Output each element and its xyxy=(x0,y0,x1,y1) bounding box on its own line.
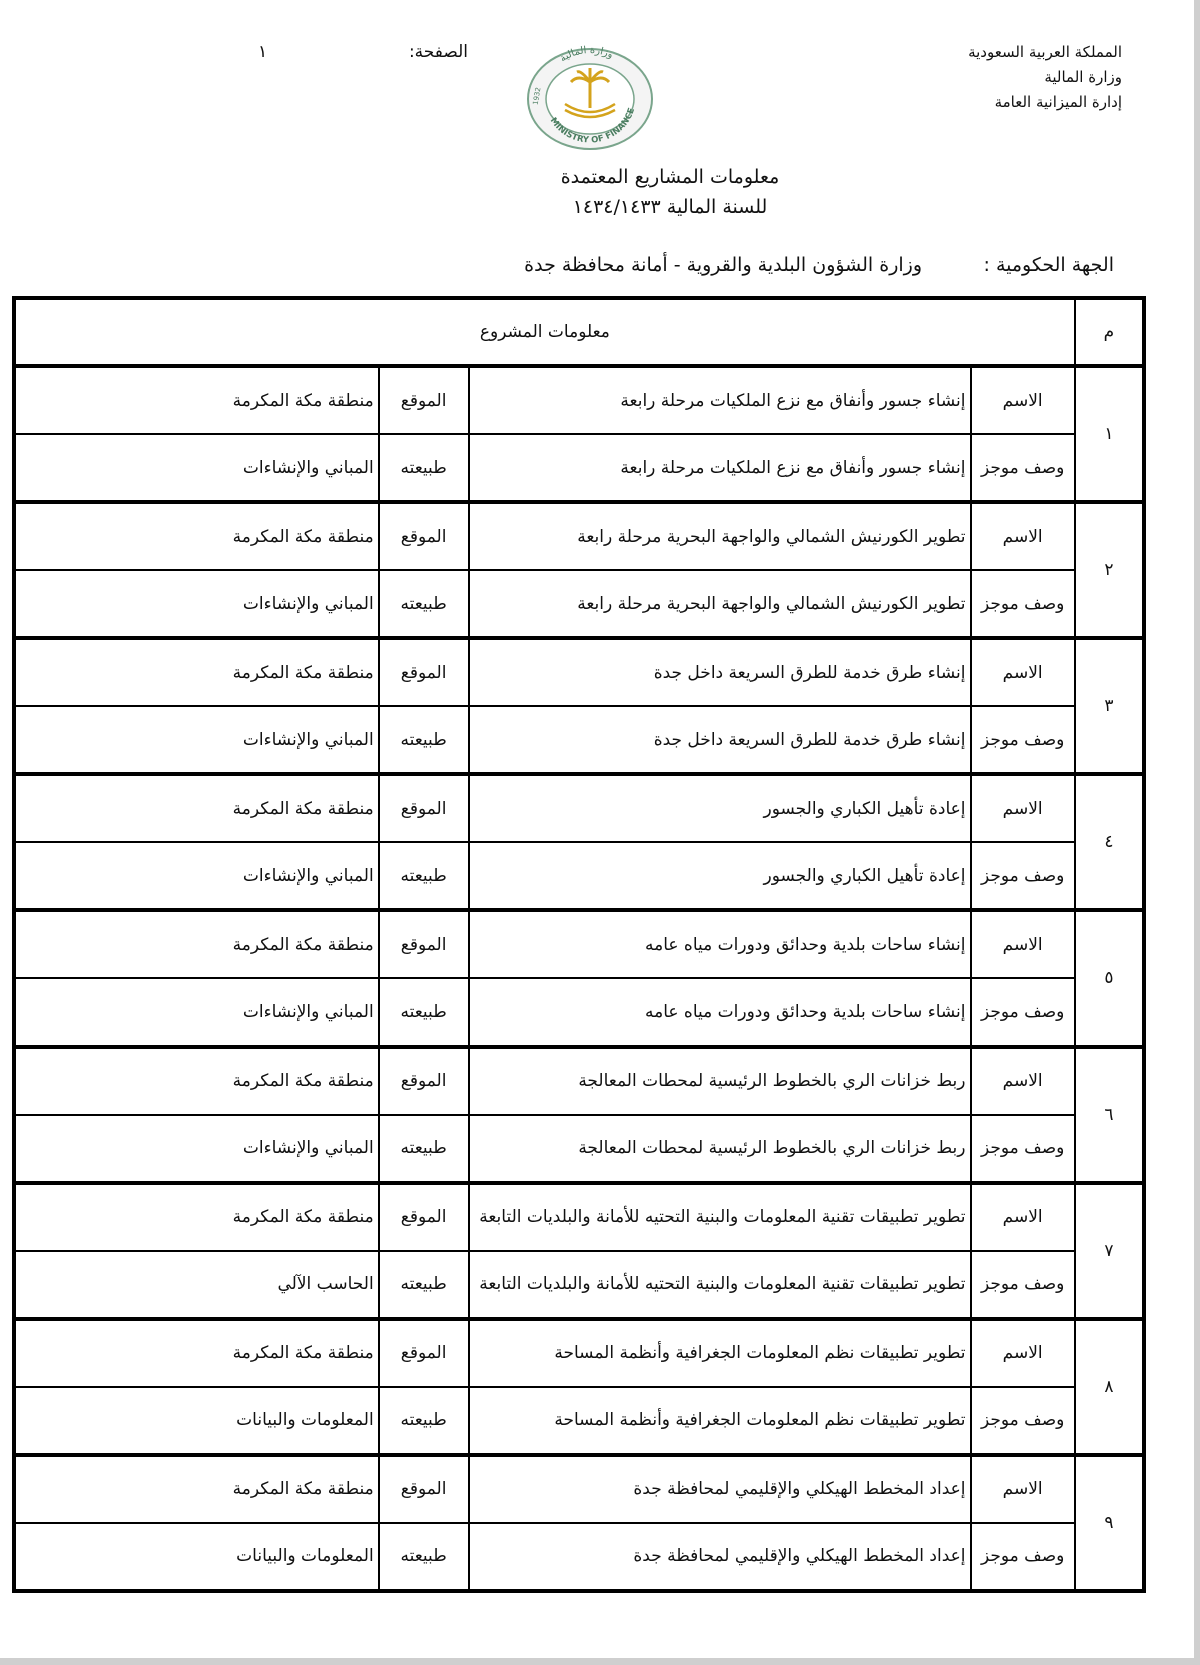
page-label: الصفحة: xyxy=(408,42,468,62)
table-row xyxy=(14,502,1144,570)
org-line-department: إدارة الميزانية العامة xyxy=(994,93,1122,111)
project-name: إعداد المخطط الهيكلي والإقليمي لمحافظة جدة xyxy=(469,1455,971,1523)
project-location: منطقة مكة المكرمة xyxy=(14,774,379,842)
nature-label: طبيعته xyxy=(379,1115,469,1183)
table-row xyxy=(14,1183,1144,1251)
description-label: وصف موجز xyxy=(971,1523,1075,1591)
location-label: الموقع xyxy=(379,1183,469,1251)
location-label: الموقع xyxy=(379,774,469,842)
seal-year: 1932 xyxy=(531,86,543,106)
project-number: ٦ xyxy=(1075,1047,1144,1183)
project-location: منطقة مكة المكرمة xyxy=(14,1319,379,1387)
project-name: إعادة تأهيل الكباري والجسور xyxy=(469,774,971,842)
name-label: الاسم xyxy=(971,1047,1075,1115)
description-label: وصف موجز xyxy=(971,434,1075,502)
table-row xyxy=(14,366,1144,434)
table-row xyxy=(14,1115,1144,1183)
table-row xyxy=(14,842,1144,910)
location-label: الموقع xyxy=(379,366,469,434)
project-number: ١ xyxy=(1075,366,1144,502)
description-label: وصف موجز xyxy=(971,1387,1075,1455)
project-nature: المباني والإنشاءات xyxy=(14,842,379,910)
table-row xyxy=(14,570,1144,638)
name-label: الاسم xyxy=(971,366,1075,434)
project-number: ٤ xyxy=(1075,774,1144,910)
project-description: إعادة تأهيل الكباري والجسور xyxy=(469,842,971,910)
location-label: الموقع xyxy=(379,638,469,706)
name-label: الاسم xyxy=(971,910,1075,978)
page-edge-bottom xyxy=(0,1658,1200,1665)
location-label: الموقع xyxy=(379,910,469,978)
project-nature: المباني والإنشاءات xyxy=(14,706,379,774)
table-row xyxy=(14,706,1144,774)
location-label: الموقع xyxy=(379,502,469,570)
project-name: تطوير الكورنيش الشمالي والواجهة البحرية مرحلة رابعة xyxy=(469,502,971,570)
name-label: الاسم xyxy=(971,1319,1075,1387)
project-nature: المعلومات والبيانات xyxy=(14,1523,379,1591)
project-info-label: معلومات المشروع xyxy=(479,322,610,343)
organization-header xyxy=(968,40,1122,115)
ministry-seal-logo xyxy=(523,44,657,150)
project-number: ٥ xyxy=(1075,910,1144,1046)
project-number: ٩ xyxy=(1075,1455,1144,1591)
table-header-row xyxy=(14,298,1144,366)
government-entity xyxy=(524,254,1114,276)
project-description: إنشاء جسور وأنفاق مع نزع الملكيات مرحلة رابعة xyxy=(469,434,971,502)
project-description: تطوير تطبيقات نظم المعلومات الجغرافية وأنظمة المساحة xyxy=(469,1387,971,1455)
table-row xyxy=(14,1387,1144,1455)
project-name: إنشاء جسور وأنفاق مع نزع الملكيات مرحلة رابعة xyxy=(469,366,971,434)
entity-label: الجهة الحكومية : xyxy=(983,254,1114,276)
project-nature: الحاسب الآلي xyxy=(14,1251,379,1319)
table-row xyxy=(14,978,1144,1046)
location-label: الموقع xyxy=(379,1319,469,1387)
nature-label: طبيعته xyxy=(379,434,469,502)
project-location: منطقة مكة المكرمة xyxy=(14,1455,379,1523)
project-name: تطوير تطبيقات نظم المعلومات الجغرافية وأنظمة المساحة xyxy=(469,1319,971,1387)
project-description: إعداد المخطط الهيكلي والإقليمي لمحافظة جدة xyxy=(469,1523,971,1591)
org-line-country: المملكة العربية السعودية xyxy=(968,43,1122,61)
nature-label: طبيعته xyxy=(379,842,469,910)
description-label: وصف موجز xyxy=(971,1251,1075,1319)
project-number: ٢ xyxy=(1075,502,1144,638)
description-label: وصف موجز xyxy=(971,570,1075,638)
entity-value: وزارة الشؤون البلدية والقروية - أمانة محافظة جدة xyxy=(524,254,922,276)
description-label: وصف موجز xyxy=(971,1115,1075,1183)
page-number: ١ xyxy=(258,42,268,62)
title-line-1: معلومات المشاريع المعتمدة xyxy=(560,166,780,188)
name-label: الاسم xyxy=(971,638,1075,706)
project-location: منطقة مكة المكرمة xyxy=(14,502,379,570)
nature-label: طبيعته xyxy=(379,1523,469,1591)
project-number: ٣ xyxy=(1075,638,1144,774)
project-description: تطوير الكورنيش الشمالي والواجهة البحرية مرحلة رابعة xyxy=(469,570,971,638)
name-label: الاسم xyxy=(971,502,1075,570)
project-nature: المباني والإنشاءات xyxy=(14,570,379,638)
seal-text-english: MINISTRY OF FINANCE xyxy=(547,106,638,146)
project-nature: المباني والإنشاءات xyxy=(14,1115,379,1183)
table-row xyxy=(14,638,1144,706)
nature-label: طبيعته xyxy=(379,706,469,774)
name-label: الاسم xyxy=(971,1183,1075,1251)
name-label: الاسم xyxy=(971,774,1075,842)
org-line-ministry: وزارة المالية xyxy=(1044,68,1122,86)
column-header-project-info xyxy=(14,298,1075,366)
title-line-2: للسنة المالية ١٤٣٤/١٤٣٣ xyxy=(572,196,768,218)
projects-table xyxy=(12,296,1146,1593)
project-name: ربط خزانات الري بالخطوط الرئيسية لمحطات المعالجة xyxy=(469,1047,971,1115)
table-row xyxy=(14,1251,1144,1319)
project-nature: المباني والإنشاءات xyxy=(14,978,379,1046)
nature-label: طبيعته xyxy=(379,978,469,1046)
description-label: وصف موجز xyxy=(971,706,1075,774)
location-label: الموقع xyxy=(379,1047,469,1115)
project-name: تطوير تطبيقات تقنية المعلومات والبنية التحتيه للأمانة والبلديات التابعة xyxy=(469,1183,971,1251)
name-label: الاسم xyxy=(971,1455,1075,1523)
table-row xyxy=(14,910,1144,978)
nature-label: طبيعته xyxy=(379,1387,469,1455)
project-location: منطقة مكة المكرمة xyxy=(14,1047,379,1115)
project-location: منطقة مكة المكرمة xyxy=(14,638,379,706)
project-number: ٧ xyxy=(1075,1183,1144,1319)
description-label: وصف موجز xyxy=(971,978,1075,1046)
table-row xyxy=(14,1455,1144,1523)
project-name: إنشاء طرق خدمة للطرق السريعة داخل جدة xyxy=(469,638,971,706)
table-row xyxy=(14,1523,1144,1591)
nature-label: طبيعته xyxy=(379,1251,469,1319)
project-description: ربط خزانات الري بالخطوط الرئيسية لمحطات المعالجة xyxy=(469,1115,971,1183)
project-number: ٨ xyxy=(1075,1319,1144,1455)
table-row xyxy=(14,434,1144,502)
location-label: الموقع xyxy=(379,1455,469,1523)
project-nature: المعلومات والبيانات xyxy=(14,1387,379,1455)
project-description: إنشاء طرق خدمة للطرق السريعة داخل جدة xyxy=(469,706,971,774)
project-location: منطقة مكة المكرمة xyxy=(14,910,379,978)
table-row xyxy=(14,1319,1144,1387)
project-nature: المباني والإنشاءات xyxy=(14,434,379,502)
table-row xyxy=(14,1047,1144,1115)
document-title xyxy=(400,162,800,222)
project-location: منطقة مكة المكرمة xyxy=(14,1183,379,1251)
project-description: تطوير تطبيقات تقنية المعلومات والبنية التحتيه للأمانة والبلديات التابعة xyxy=(469,1251,971,1319)
page-edge-right xyxy=(1194,0,1200,1665)
nature-label: طبيعته xyxy=(379,570,469,638)
project-location: منطقة مكة المكرمة xyxy=(14,366,379,434)
column-header-number: م xyxy=(1075,298,1144,366)
description-label: وصف موجز xyxy=(971,842,1075,910)
project-name: إنشاء ساحات بلدية وحدائق ودورات مياه عامه xyxy=(469,910,971,978)
seal-text-arabic: وزارة المالية xyxy=(558,44,615,65)
project-description: إنشاء ساحات بلدية وحدائق ودورات مياه عامه xyxy=(469,978,971,1046)
table-row xyxy=(14,774,1144,842)
